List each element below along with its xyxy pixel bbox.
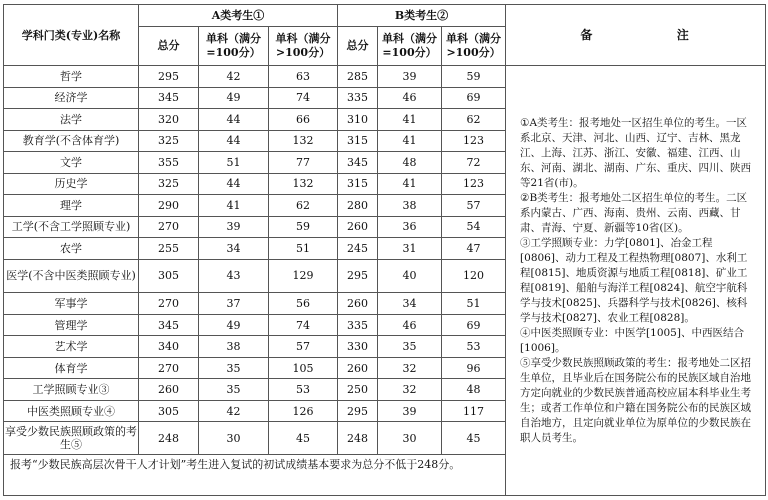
score-table <box>3 4 766 496</box>
row-category-name: 哲学 <box>4 66 139 88</box>
cell-a-total: 270 <box>139 293 199 315</box>
cell-a-s100: 44 <box>199 173 269 195</box>
cell-b-sover: 96 <box>442 357 506 379</box>
cell-b-sover: 69 <box>442 87 506 109</box>
cell-b-sover: 117 <box>442 400 506 422</box>
cell-a-total: 325 <box>139 130 199 152</box>
cell-b-sover: 48 <box>442 379 506 401</box>
cell-b-total: 295 <box>338 400 378 422</box>
cell-a-sover: 63 <box>269 66 338 88</box>
header-remarks <box>506 5 766 66</box>
remark-note: ①A类考生：报考地处一区招生单位的考生。一区系北京、天津、河北、山西、辽宁、吉林、黑龙江、上海、江苏、浙江、安徽、福建、江西、山东、河南、湖北、湖南、广东、重庆、四川、陕西等21省(市)。 <box>520 116 752 189</box>
cell-a-total: 270 <box>139 357 199 379</box>
remark-note: ③工学照顾专业：力学[0801]、冶金工程[0806]、动力工程及工程热物理[0807]、水利工程[0815]、地质资源与地质工程[0818]、矿业工程[0819]、船舶与海洋工程[0824]、航空宇航科学与技术[0825]、兵器科学与技术[0826]、核科学与技术[0827]、农业工程[0828]。 <box>520 236 748 324</box>
cell-b-s100: 38 <box>378 195 442 217</box>
cell-a-s100: 34 <box>199 238 269 260</box>
cell-b-total: 315 <box>338 173 378 195</box>
cell-a-s100: 49 <box>199 87 269 109</box>
cell-a-total: 260 <box>139 379 199 401</box>
cell-b-total: 248 <box>338 422 378 455</box>
header-remarks-left: 备 <box>580 27 595 42</box>
cell-b-s100: 35 <box>378 336 442 358</box>
cell-a-total: 320 <box>139 109 199 131</box>
cell-b-total: 315 <box>338 130 378 152</box>
cell-b-total: 260 <box>338 293 378 315</box>
cell-a-sover: 51 <box>269 238 338 260</box>
cell-a-s100: 35 <box>199 357 269 379</box>
cell-b-sover: 53 <box>442 336 506 358</box>
row-category-name: 中医类照顾专业④ <box>4 400 139 422</box>
row-category-name: 经济学 <box>4 87 139 109</box>
cell-a-sover: 105 <box>269 357 338 379</box>
cell-a-total: 305 <box>139 259 199 293</box>
header-a-total: 总分 <box>139 27 199 66</box>
cell-a-sover: 132 <box>269 173 338 195</box>
header-b-single-over100: 单科（满分>100分） <box>442 27 506 66</box>
cell-a-total: 255 <box>139 238 199 260</box>
cell-b-s100: 32 <box>378 357 442 379</box>
cell-b-s100: 31 <box>378 238 442 260</box>
remarks-notes <box>506 66 766 496</box>
cell-a-s100: 37 <box>199 293 269 315</box>
score-table-container <box>3 4 765 496</box>
cell-a-total: 270 <box>139 216 199 238</box>
row-category-name: 农学 <box>4 238 139 260</box>
cell-a-s100: 41 <box>199 195 269 217</box>
cell-a-sover: 132 <box>269 130 338 152</box>
cell-a-sover: 66 <box>269 109 338 131</box>
row-category-name: 体育学 <box>4 357 139 379</box>
cell-b-total: 260 <box>338 216 378 238</box>
row-category-name: 历史学 <box>4 173 139 195</box>
row-category-name: 工学(不含工学照顾专业) <box>4 216 139 238</box>
cell-b-s100: 46 <box>378 314 442 336</box>
row-category-name: 管理学 <box>4 314 139 336</box>
cell-b-sover: 123 <box>442 173 506 195</box>
cell-a-s100: 43 <box>199 259 269 293</box>
cell-b-sover: 62 <box>442 109 506 131</box>
cell-a-total: 340 <box>139 336 199 358</box>
row-category-name: 教育学(不含体育学) <box>4 130 139 152</box>
cell-b-s100: 39 <box>378 66 442 88</box>
cell-b-s100: 48 <box>378 152 442 174</box>
cell-b-s100: 39 <box>378 400 442 422</box>
cell-b-total: 330 <box>338 336 378 358</box>
row-category-name: 文学 <box>4 152 139 174</box>
row-category-name: 医学(不含中医类照顾专业) <box>4 259 139 293</box>
cell-b-sover: 54 <box>442 216 506 238</box>
row-category-name: 法学 <box>4 109 139 131</box>
cell-a-s100: 35 <box>199 379 269 401</box>
cell-a-s100: 51 <box>199 152 269 174</box>
cell-a-sover: 57 <box>269 336 338 358</box>
cell-a-sover: 74 <box>269 87 338 109</box>
remark-note: ②B类考生：报考地处二区招生单位的考生。二区系内蒙古、广西、海南、贵州、云南、西藏、甘肃、青海、宁夏、新疆等10省(区)。 <box>520 191 748 234</box>
row-category-name: 军事学 <box>4 293 139 315</box>
cell-b-sover: 123 <box>442 130 506 152</box>
cell-a-total: 295 <box>139 66 199 88</box>
cell-b-s100: 41 <box>378 109 442 131</box>
header-b-single-100: 单科（满分=100分） <box>378 27 442 66</box>
cell-a-s100: 49 <box>199 314 269 336</box>
cell-a-sover: 77 <box>269 152 338 174</box>
cell-a-sover: 56 <box>269 293 338 315</box>
cell-a-total: 325 <box>139 173 199 195</box>
cell-a-total: 345 <box>139 87 199 109</box>
cell-a-sover: 53 <box>269 379 338 401</box>
cell-b-total: 295 <box>338 259 378 293</box>
cell-b-sover: 57 <box>442 195 506 217</box>
cell-b-total: 280 <box>338 195 378 217</box>
cell-b-sover: 47 <box>442 238 506 260</box>
cell-a-sover: 59 <box>269 216 338 238</box>
header-group-a: A类考生① <box>139 5 338 27</box>
cell-b-sover: 69 <box>442 314 506 336</box>
cell-b-sover: 59 <box>442 66 506 88</box>
cell-a-s100: 42 <box>199 66 269 88</box>
cell-b-sover: 51 <box>442 293 506 315</box>
header-category: 学科门类(专业)名称 <box>4 5 139 66</box>
cell-b-sover: 120 <box>442 259 506 293</box>
cell-a-s100: 42 <box>199 400 269 422</box>
cell-a-s100: 38 <box>199 336 269 358</box>
cell-a-sover: 129 <box>269 259 338 293</box>
cell-b-s100: 46 <box>378 87 442 109</box>
header-group-b: B类考生② <box>338 5 506 27</box>
row-category-name: 理学 <box>4 195 139 217</box>
cell-b-s100: 40 <box>378 259 442 293</box>
cell-b-s100: 41 <box>378 173 442 195</box>
remark-note: ⑤享受少数民族照顾政策的考生：报考地处二区招生单位，且毕业后在国务院公布的民族区域自治地方定向就业的少数民族普通高校应届本科毕业生考生；或者工作单位和户籍在国务院公布的民族区域自治地方，且定向就业单位为原单位的少数民族在职人员考生。 <box>520 356 752 444</box>
cell-b-s100: 34 <box>378 293 442 315</box>
cell-a-total: 290 <box>139 195 199 217</box>
cell-a-total: 345 <box>139 314 199 336</box>
cell-a-s100: 39 <box>199 216 269 238</box>
header-remarks-right: 注 <box>676 27 691 42</box>
row-category-name: 工学照顾专业③ <box>4 379 139 401</box>
header-a-single-over100: 单科（满分>100分） <box>269 27 338 66</box>
cell-b-sover: 72 <box>442 152 506 174</box>
cell-a-s100: 44 <box>199 130 269 152</box>
cell-a-sover: 62 <box>269 195 338 217</box>
row-category-name: 艺术学 <box>4 336 139 358</box>
cell-a-sover: 45 <box>269 422 338 455</box>
cell-b-sover: 45 <box>442 422 506 455</box>
remark-note: ④中医类照顾专业：中医学[1005]、中西医结合[1006]。 <box>520 326 744 354</box>
cell-b-total: 335 <box>338 314 378 336</box>
cell-a-total: 305 <box>139 400 199 422</box>
cell-b-total: 260 <box>338 357 378 379</box>
footer-note: 报考“少数民族高层次骨干人才计划”考生进入复试的初试成绩基本要求为总分不低于248分。 <box>4 455 506 496</box>
cell-a-s100: 30 <box>199 422 269 455</box>
row-category-name: 享受少数民族照顾政策的考生⑤ <box>4 422 139 455</box>
cell-b-s100: 36 <box>378 216 442 238</box>
cell-a-total: 355 <box>139 152 199 174</box>
cell-b-total: 345 <box>338 152 378 174</box>
cell-b-s100: 41 <box>378 130 442 152</box>
cell-b-s100: 30 <box>378 422 442 455</box>
header-b-total: 总分 <box>338 27 378 66</box>
header-a-single-100: 单科（满分=100分） <box>199 27 269 66</box>
table-row <box>4 66 766 88</box>
cell-a-sover: 126 <box>269 400 338 422</box>
cell-b-total: 335 <box>338 87 378 109</box>
cell-b-total: 250 <box>338 379 378 401</box>
cell-a-total: 248 <box>139 422 199 455</box>
cell-a-s100: 44 <box>199 109 269 131</box>
cell-b-total: 310 <box>338 109 378 131</box>
cell-b-s100: 32 <box>378 379 442 401</box>
cell-b-total: 245 <box>338 238 378 260</box>
cell-a-sover: 74 <box>269 314 338 336</box>
cell-b-total: 285 <box>338 66 378 88</box>
